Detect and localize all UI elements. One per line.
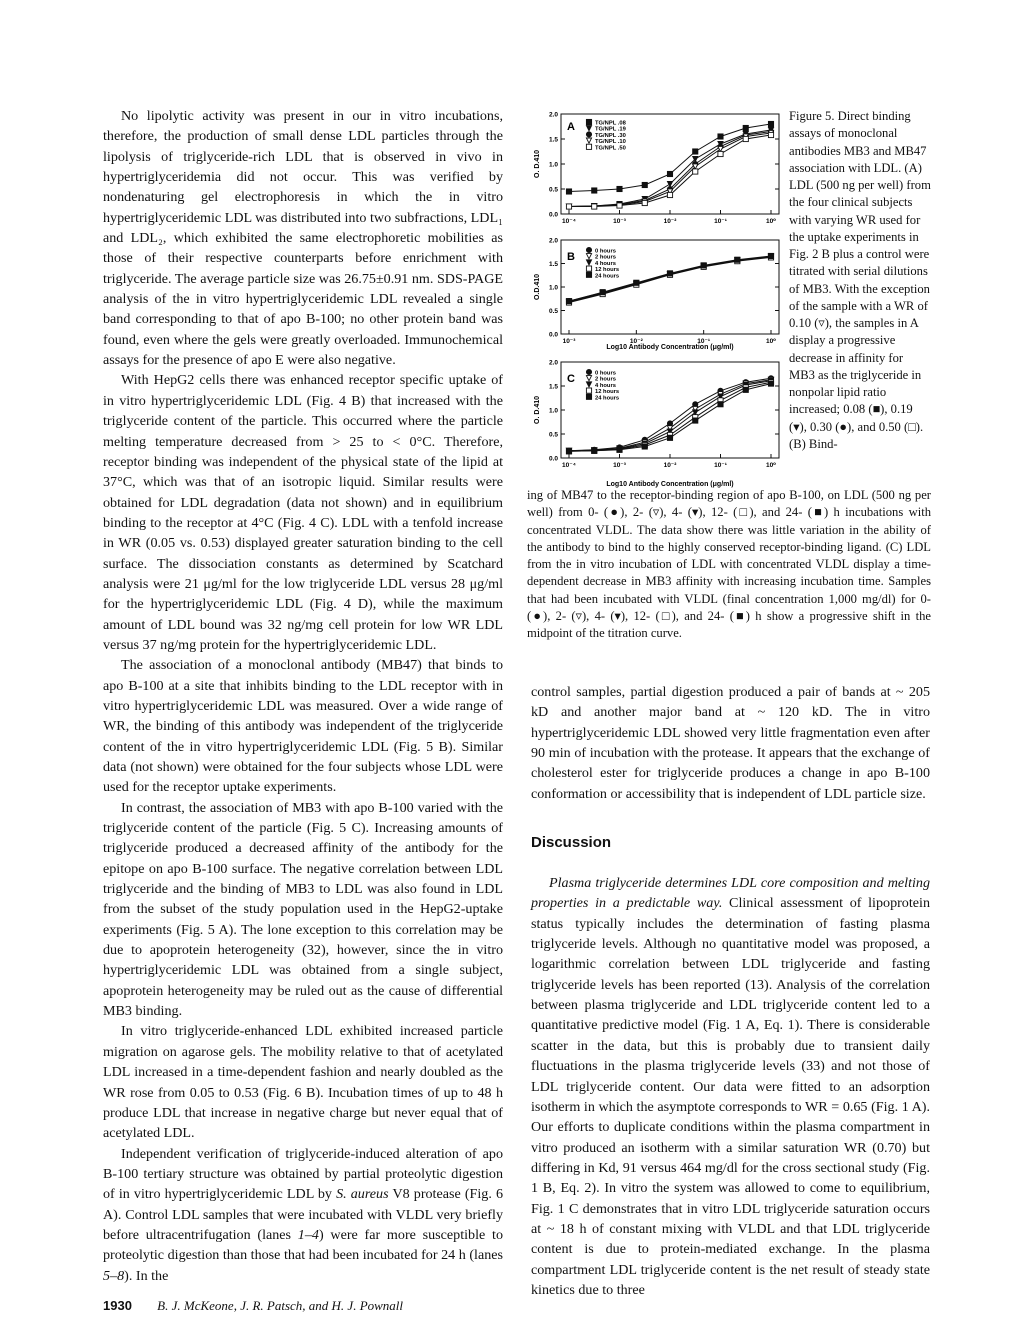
left-column bbox=[103, 106, 503, 1286]
legend-label: 4 hours bbox=[595, 260, 616, 267]
data-point bbox=[667, 435, 672, 440]
paragraph: In contrast, the association of MB3 with apo B-100 varied with the triglyceride content of the particle (Fig. 5 C). Increasing amounts of triglyceride produced a decreased affinity of the antibody for the epitope on apo B-100 surface. The negative correlation between LDL triglyceride and the binding of MB3 to LDL was also found in LDL from the subset of the study population used in the HepG2-uptake experiments (Fig. 5 A). The lone exception to this correlation may be due to apoprotein heterogeneity (32), however, since the in vitro hypertriglyceridemic LDL was obtained from a single subject, apoprotein heterogeneity may be ruled out as the cause of differential MB3 binding. bbox=[103, 799, 503, 1020]
text-run: ). In the bbox=[124, 1267, 169, 1284]
data-point bbox=[586, 376, 591, 381]
paragraph: In vitro triglyceride-enhanced LDL exhibited increased particle migration on agarose gels. The mobility relative to that of acetylated LDL increased in a time-dependent fashion and nearly doubled as the WR rose from 0.05 to 0.53 (Fig. 6 B). Incubation times of up to 48 h produce LDL that increase in negative charge but never equal that of acetylated LDL. bbox=[103, 1023, 503, 1142]
y-tick-label: 2.0 bbox=[548, 359, 558, 367]
data-point bbox=[718, 151, 723, 156]
y-tick-label: 1.0 bbox=[548, 407, 558, 415]
x-tick-label: 10⁻² bbox=[663, 462, 677, 469]
y-tick-label: 1.0 bbox=[548, 161, 558, 169]
legend-label: 0 hours bbox=[595, 370, 616, 377]
data-point bbox=[586, 144, 591, 149]
legend-label: 12 hours bbox=[595, 389, 620, 396]
data-point bbox=[693, 149, 698, 154]
legend-label: 24 hours bbox=[595, 273, 620, 280]
x-tick-label: 10⁻³ bbox=[562, 338, 576, 345]
chart-panel-b bbox=[534, 238, 779, 352]
x-tick-label: 10⁻³ bbox=[613, 218, 626, 225]
panel-label: B bbox=[567, 251, 575, 263]
data-point bbox=[768, 381, 773, 386]
section-heading: Discussion bbox=[531, 834, 612, 852]
y-axis-label: O. D.410 bbox=[534, 149, 541, 179]
data-point bbox=[566, 204, 571, 209]
data-point bbox=[642, 444, 647, 449]
figure-5 bbox=[527, 108, 785, 493]
paragraph bbox=[531, 873, 930, 1300]
legend-label: TG/NPL .10 bbox=[595, 139, 626, 146]
data-point bbox=[667, 181, 672, 186]
text-run: ) were far more susceptible to proteolytic digestion than those that had been incubated for 24 h (lanes bbox=[103, 1226, 503, 1264]
data-point bbox=[735, 257, 740, 262]
paragraph: No lipolytic activity was present in our in vitro incubations, therefore, the production of small dense LDL particles through the lipolysis of triglyceride-rich LDL that is observed in vivo in hypertriglyceridemia did not occur. This was verified by nondenaturing gel electrophoresis in which the in vitro hypertriglyceridemic LDL was distributed into two subfractions, LDL₁ and LDL₂, which exhibited the same electrophoretic mobilities as those of their respective counterparts before enrichment with triglyceride. The average particle size was 26.75±0.91 nm. SDS-PAGE analysis of the in vitro hypertriglyceridemic LDL revealed a single band corresponding to that of apo B-100; no other protein band was found, even where the gels were greatly overloaded. Immunochemical assays for the presence of apo E were also negative. bbox=[103, 108, 503, 369]
y-tick-label: 1.5 bbox=[548, 261, 558, 268]
data-point bbox=[586, 394, 591, 399]
x-tick-label: 10⁻¹ bbox=[714, 218, 727, 225]
data-point bbox=[586, 247, 591, 252]
running-authors: B. J. McKeone, J. R. Patsch, and H. J. Pownall bbox=[157, 1298, 404, 1313]
data-point bbox=[667, 192, 672, 197]
panel-label: A bbox=[567, 121, 575, 133]
y-tick-label: 0.5 bbox=[548, 186, 558, 194]
data-point bbox=[701, 263, 706, 268]
y-axis-label: O. D.410 bbox=[534, 395, 541, 425]
data-point bbox=[718, 402, 723, 407]
data-point bbox=[586, 132, 591, 137]
data-point bbox=[592, 204, 597, 209]
lane-range: 1–4 bbox=[297, 1226, 319, 1243]
legend-label: TG/NPL .08 bbox=[595, 120, 626, 127]
data-point bbox=[586, 369, 591, 374]
data-point bbox=[592, 448, 597, 453]
legend-label: TG/NPL .30 bbox=[595, 132, 626, 139]
paragraph bbox=[103, 1144, 503, 1286]
x-tick-label: 10⁻³ bbox=[613, 462, 626, 469]
x-tick-label: 10⁻¹ bbox=[697, 338, 711, 345]
data-point bbox=[768, 121, 773, 126]
data-point bbox=[617, 447, 622, 452]
y-tick-label: 2.0 bbox=[548, 237, 558, 245]
plot-frame bbox=[561, 240, 779, 334]
data-point bbox=[586, 260, 591, 265]
x-tick-label: 10⁻⁴ bbox=[562, 218, 576, 225]
x-tick-label: 10⁻⁴ bbox=[562, 462, 576, 469]
legend-label: 12 hours bbox=[595, 267, 620, 274]
data-point bbox=[592, 188, 597, 193]
data-point bbox=[566, 299, 571, 304]
y-axis-label: O.D.410 bbox=[534, 273, 541, 301]
data-point bbox=[586, 266, 591, 271]
y-tick-label: 0.5 bbox=[548, 431, 558, 439]
y-tick-label: 2.0 bbox=[548, 111, 558, 119]
data-point bbox=[768, 132, 773, 137]
x-tick-label: 10⁻¹ bbox=[714, 462, 727, 469]
data-point bbox=[600, 290, 605, 295]
x-tick-label: 10⁰ bbox=[765, 462, 777, 469]
data-point bbox=[617, 186, 622, 191]
data-point bbox=[743, 136, 748, 141]
figure-5-charts bbox=[527, 108, 785, 493]
legend-label: TG/NPL .50 bbox=[595, 145, 626, 152]
x-tick-label: 10⁰ bbox=[765, 338, 777, 345]
legend-label: 0 hours bbox=[595, 248, 616, 255]
x-tick-label: 10⁻² bbox=[629, 338, 643, 345]
legend-label: TG/NPL .19 bbox=[595, 126, 626, 133]
y-tick-label: 0.0 bbox=[548, 331, 558, 339]
legend-label: 24 hours bbox=[595, 395, 620, 402]
data-point bbox=[586, 138, 591, 143]
lane-range: 5–8 bbox=[103, 1267, 125, 1284]
data-point bbox=[718, 134, 723, 139]
y-tick-label: 1.5 bbox=[548, 136, 558, 144]
x-axis-label: Log10 Antibody Concentration (μg/ml) bbox=[606, 344, 734, 351]
x-tick-label: 10⁰ bbox=[765, 218, 777, 225]
right-column bbox=[531, 682, 930, 1300]
data-point bbox=[743, 387, 748, 392]
data-point bbox=[617, 203, 622, 208]
data-point bbox=[693, 169, 698, 174]
data-point bbox=[667, 271, 672, 276]
paragraph-lead: Plasma triglyceride determines LDL core composition and melting properties in a predictable way. bbox=[531, 875, 930, 912]
data-point bbox=[586, 126, 591, 131]
chart-panel-a bbox=[534, 112, 779, 226]
figure-caption: Figure 5. Direct binding assays of monoclonal antibodies MB3 and MB47 association with LDL. (A) LDL (500 ng per well) from the four clinical subjects with varying WR used for the uptake experiments in Fig. 2 B plus a control were titrated with serial dilutions of MB3. With the exception of the sample with a WR of 0.10 (▿), the samples in A display a progressive decrease in affinity for MB3 as the triglyceride in nonpolar lipid ratio increased; 0.08 (■), 0.19 (▾), 0.30 (●), and 0.50 (□). (B) Bind- bbox=[789, 109, 931, 451]
paragraph: With HepG2 cells there was enhanced receptor specific uptake of in vitro hypertriglyceridemic LDL (Fig. 4 B) that increased with the triglyceride content of the particle. This occurred where the particle melting temperature decreased from > 25 to < 0°C. Therefore, receptor binding was independent of the physical state of the lipid at 37°C, which was that of an isotropic liquid. Similar results were obtained for LDL degradation (data not shown) and in equilibrium binding to the receptor at 4°C (Fig. 4 C). LDL with a tenfold increase in WR (0.05 vs. 0.53) displayed greater saturation binding to the cell surface. The dissociation constants as determined by Scatchard analysis were 21 μg/ml for the low triglyceride LDL versus 28 μg/ml for the hypertriglyceridemic LDL (Fig. 4 D), while the maximum amount of LDL bound was 32 ng/mg cell protein for low WR LDL versus 37 ng/mg protein for the hypertriglyceridemic LDL. bbox=[103, 372, 503, 653]
paragraph: control samples, partial digestion produced a pair of bands at ~ 205 kD and another major band at ~ 120 kD. The in vitro hypertriglyceridemic LDL showed very little fragmentation even after 90 min of incubation with the protease. It appears that the exchange of cholesterol ester for triglyceride produces a change in apo B-100 conformation or accessibility that is independent of LDL particle size. bbox=[531, 684, 930, 802]
data-point bbox=[642, 182, 647, 187]
panel-label: C bbox=[567, 373, 575, 385]
data-point bbox=[667, 171, 672, 176]
x-axis-label: Log10 Antibody Concentration (μg/ml) bbox=[606, 481, 734, 488]
x-tick-label: 10⁻² bbox=[663, 218, 677, 225]
data-point bbox=[642, 200, 647, 205]
data-point bbox=[566, 449, 571, 454]
data-point bbox=[586, 119, 591, 124]
data-point bbox=[566, 189, 571, 194]
paragraph: The association of a monoclonal antibody (MB47) that binds to apo B-100 at a site that inhibits binding to the LDL receptor with in vitro hypertriglyceridemic LDL was measured. Over a wide range of WR, the binding of this antibody was independent of the triglyceride content of the in vitro hypertriglyceridemic LDL (Fig. 5 B). Similar data (not shown) were obtained for the four subjects whose LDL were used for the receptor uptake experiments. bbox=[103, 657, 503, 796]
y-tick-label: 1.5 bbox=[548, 383, 558, 391]
chart-panel-c bbox=[534, 360, 779, 489]
data-point bbox=[768, 253, 773, 258]
data-point bbox=[586, 382, 591, 387]
page-number: 1930 bbox=[103, 1298, 132, 1313]
legend-label: 2 hours bbox=[595, 376, 616, 383]
data-point bbox=[586, 254, 591, 259]
y-tick-label: 0.5 bbox=[548, 308, 558, 315]
species-name: S. aureus bbox=[336, 1186, 389, 1203]
figure-caption-continued: ing of MB47 to the receptor-binding region of apo B-100, on LDL (500 ng per well) from 0- (●), 2- (▿), 4- (▾), 12- (□), and 24- (■) h incubations with concentrated VLDL. The data show there was little variation in the ability of the antibody to bind to the highly conserved receptor-binding ligand. (C) LDL from the in vitro incubation of LDL with concentrated VLDL display a time-dependent decrease in MB3 affinity with increasing incubation time. Samples that had been incubated with VLDL (final concentration 1,000 mg/dl) for 0- (●), 2- (▿), 4- (▾), 12- (□), and 24- (■) h show a progressive shift in the midpoint of the titration curve. bbox=[527, 488, 931, 640]
data-point bbox=[586, 388, 591, 393]
plot-frame bbox=[561, 362, 779, 458]
y-tick-label: 0.0 bbox=[548, 211, 558, 219]
legend-label: 4 hours bbox=[595, 382, 616, 389]
data-point bbox=[586, 272, 591, 277]
text-run: Clinical assessment of lipoprotein status typically includes the determination of fasting plasma triglyceride levels. Although no quantitative model was proposed, a logarithmic correlation between LDL triglyceride and fasting triglyceride levels has been reported (13). Analysis of the correlation between plasma triglyceride and LDL triglyceride content led to a quantitative predictive model (Fig. 1 A, Eq. 1). There is considerable scatter in the data, but this is probably due to transient daily fluctuations in the plasma triglyceride levels (33) and not those of LDL triglyceride content. Our data were fitted to an adsorption isotherm in which the asymptote corresponds to WR = 0.65 (Fig. 1 A). Our efforts to duplicate conditions within the plasma compartment in vitro produced an isotherm with a similar saturation WR (0.70) but differing in Kd, 91 versus 464 mg/dl for the cross sectional study (Fig. 1 B, Eq. 2). In vitro the system was allowed to come to equilibrium, Fig. 1 C demonstrates that in vitro LDL triglyceride saturation occurs at ~ 18 h of constant mixing with VLDL and that LDL triglyceride content is due to protein-mediated exchange. In the plasma compartment LDL triglyceride content is the net result of steady state kinetics due to three bbox=[531, 895, 930, 1298]
data-point bbox=[693, 418, 698, 423]
y-tick-label: 1.0 bbox=[548, 284, 558, 292]
y-tick-label: 0.0 bbox=[548, 455, 558, 463]
text-run: Independent verification of triglyceride-induced alteration of apo B-100 tertiary structure was obtained by partial proteolytic digestion of in vitro hypertriglyceridemic LDL by bbox=[103, 1145, 503, 1203]
data-point bbox=[743, 125, 748, 130]
text-run: V8 protease (Fig. 6 A). Control LDL samples that were incubated with VLDL very briefly before ultracentrifugation (lanes bbox=[103, 1186, 503, 1243]
page-footer bbox=[103, 1298, 403, 1314]
legend-label: 2 hours bbox=[595, 254, 616, 261]
data-point bbox=[634, 280, 639, 285]
